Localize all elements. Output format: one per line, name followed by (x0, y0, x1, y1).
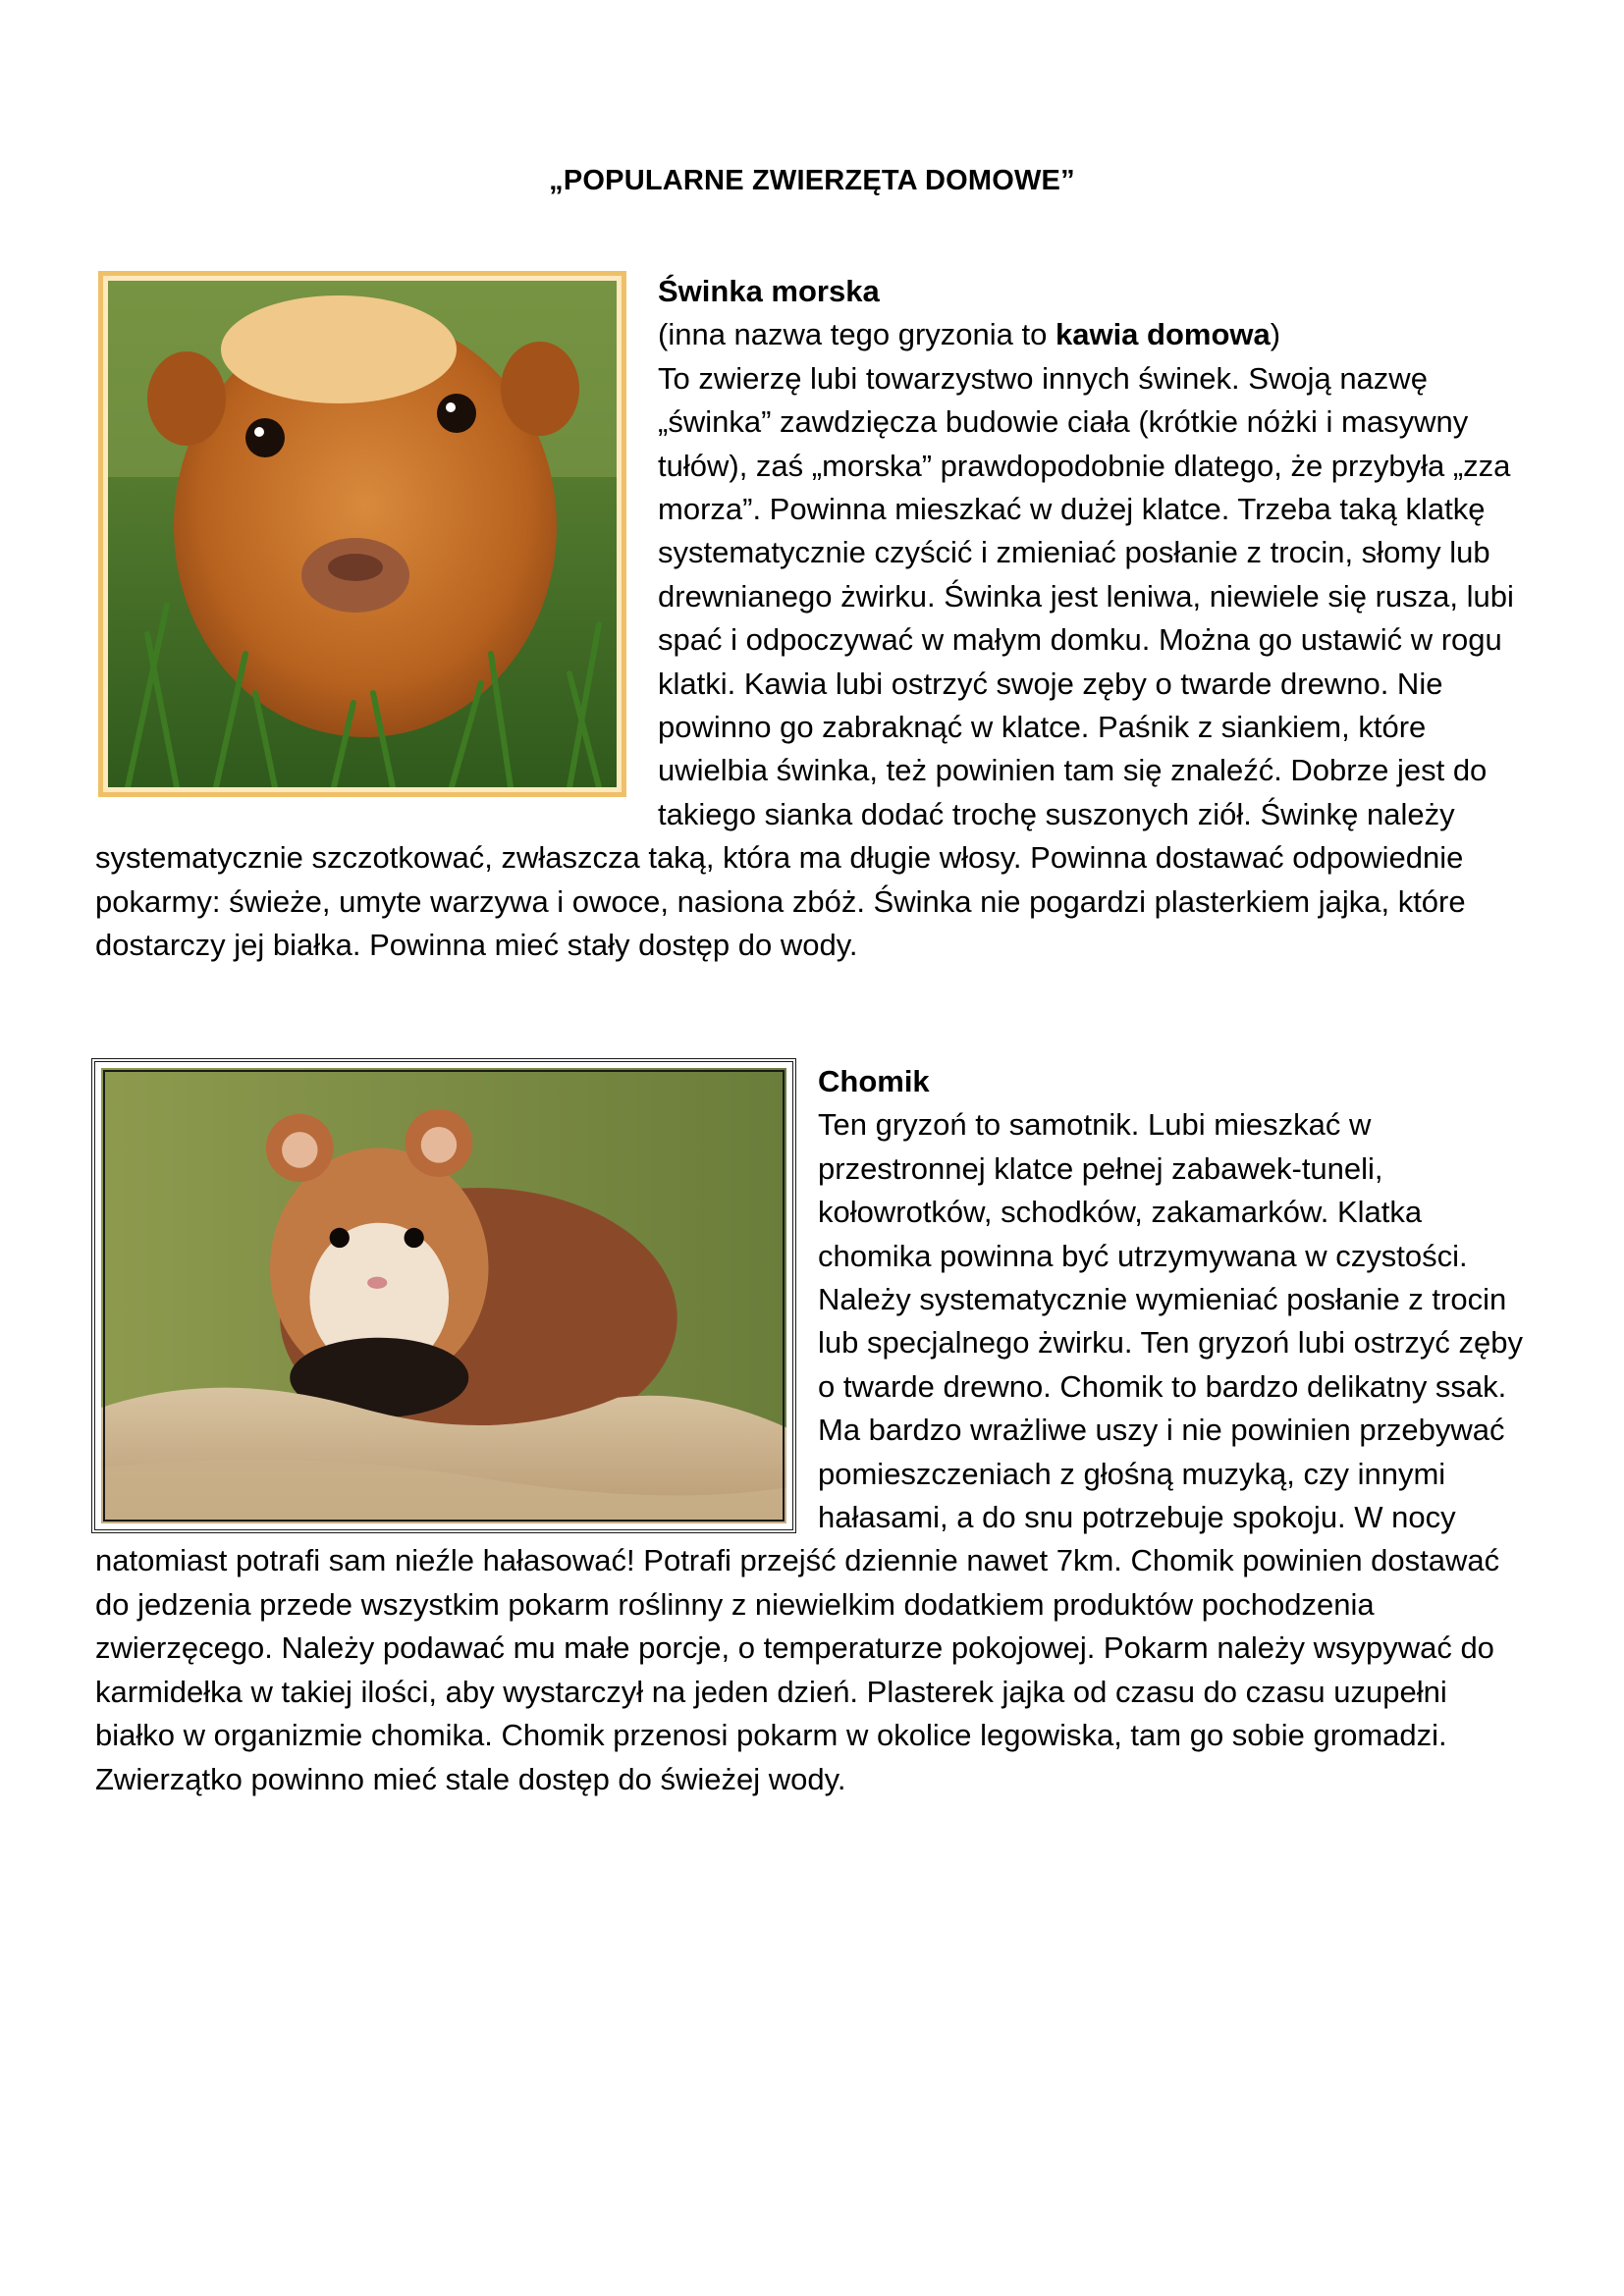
guinea-pig-heading: Świnka morska (658, 274, 880, 308)
guinea-pig-section (95, 270, 1529, 968)
alt-name-intro: (inna nazwa tego gryzonia to (658, 317, 1056, 352)
hamster-body: Ten gryzoń to samotnik. Lubi mieszkać w przestronnej klatce pełnej zabawek-tuneli, kołowrotków, schodków, zakamarków. Klatka chomika powinna być utrzymywana w czystości. Należy systematycznie wymieniać posłanie z trocin lub specjalnego żwirku. Ten gryzoń lubi ostrzyć zęby o twarde drewno. Chomik to bardzo delikatny ssak. Ma bardzo wrażliwe uszy i nie powinien przebywać pomieszczeniach z głośną muzyką, czy innymi hałasami, a do snu potrzebuje spokoju. W nocy natomiast potrafi sam nieźle hałasować! Potrafi przejść dziennie nawet 7km. Chomik powinien dostawać do jedzenia przede wszystkim pokarm roślinny z niewielkim dodatkiem produktów pochodzenia zwierzęcego. Należy podawać mu małe porcje, o temperaturze pokojowej. Pokarm należy wsypywać do karmidełka w takiej ilości, aby wystarczył na jeden dzień. Plasterek jajka od czasu do czasu uzupełni białko w organizmie chomika. Chomik przenosi pokarm w okolice legowiska, tam go sobie gromadzi. Zwierzątko powinno mieć stale dostęp do świeżej wody. (95, 1107, 1523, 1796)
guinea-pig-body: To zwierzę lubi towarzystwo innych świnek. Swoją nazwę „świnka” zawdzięcza budowie ciała (krótkie nóżki i masywny tułów), zaś „morska” prawdopodobnie dlatego, że przybyła „zza morza”. Powinna mieszkać w dużej klatce. Trzeba taką klatkę systematycznie czyścić i zmieniać posłanie z trocin, słomy lub drewnianego żwirku. Świnka jest leniwa, niewiele się rusza, lubi spać i odpoczywać w małym domku. Można go ustawić w rogu klatki. Kawia lubi ostrzyć swoje zęby o twarde drewno. Nie powinno go zabraknąć w klatce. Paśnik z siankiem, które uwielbia świnka, też powinien tam się znaleźć. Dobrze jest do takiego sianka dodać trochę suszonych ziół. Świnkę należy systematycznie szczotkować, zwłaszcza taką, która ma długie włosy. Powinna dostawać odpowiednie pokarmy: świeże, umyte warzywa i owoce, nasiona zbóż. Świnka nie pogardzi plasterkiem jajka, które dostarczy jej białka. Powinna mieć stały dostęp do wody. (95, 360, 1514, 963)
alt-name-outro: ) (1270, 317, 1281, 352)
hamster-section (95, 1060, 1529, 1801)
alt-name: kawia domowa (1055, 317, 1271, 352)
page-title: „POPULARNE ZWIERZĘTA DOMOWE” (549, 165, 1075, 196)
hamster-photo (91, 1058, 796, 1533)
guinea-pig-photo (98, 271, 626, 797)
hamster-heading: Chomik (818, 1064, 930, 1098)
